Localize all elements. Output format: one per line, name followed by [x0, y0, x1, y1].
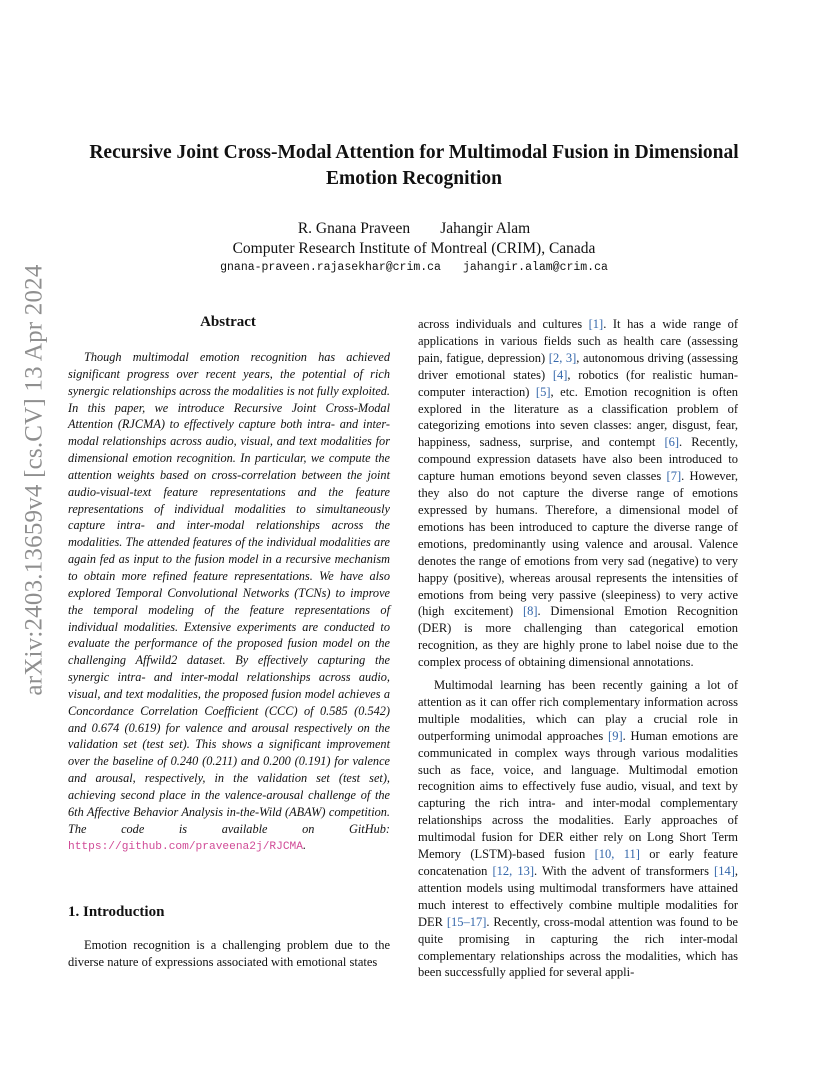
right-paragraph-1: [418, 316, 738, 671]
section-heading-introduction: 1. Introduction: [68, 904, 165, 920]
body-text: . With the advent of transformers: [534, 864, 715, 878]
arxiv-stamp: [20, 264, 50, 696]
arxiv-identifier: arXiv:2403.13659v4 [cs.CV] 13 Apr 2024: [21, 264, 49, 696]
body-text: or early feature concatenation: [418, 847, 738, 878]
right-column: [418, 316, 738, 981]
body-text: , attention models using multimodal transformers have attained much interest to effectively combine multiple modalities for DER: [418, 864, 738, 929]
citation-link[interactable]: [2, 3]: [548, 350, 577, 365]
body-text: . However, they also do not capture the diverse range of emotions expressed by humans. Therefore, a dimensional model of emotions has been introduced to capture the diverse range of emotions, predominantly using valence and arousal. Valence denotes the range of emotions from very sad (negative) to very happy (positive), whereas arousal represents the intensities of emotions from being very passive (sleepiness) to very active (high excitement): [418, 469, 738, 619]
body-text: across individuals and cultures: [418, 317, 589, 331]
author-list: [60, 218, 768, 239]
body-text: . Human emotions are communicated in complex ways through various modalities such as face, voice, and language. Multimodal emotion recognition aims to effectively fuse audio, visual, and text by capturing the rich intra- and inter-modal complementary relationships across the modalities. Early approaches of multimodal fusion for DER either rely on Long Short Term Memory (LSTM)-based fusion: [418, 728, 738, 862]
author-emails: [60, 260, 768, 276]
body-text: . It has a wide range of applications in various fields such as health care (assessing pain, fatigue, depression): [418, 317, 738, 365]
body-text: . Dimensional Emotion Recognition (DER) is more challenging than categorical emotion recognition, as they are highly prone to label noise due to the complex process of obtaining dimensional annotations.: [418, 604, 738, 670]
citation-link[interactable]: [10, 11]: [594, 847, 640, 862]
citation-link[interactable]: [8]: [522, 604, 538, 619]
body-text: . Recently, cross-modal attention was found to be quite promising in capturing the rich inter-modal complementary relationships across the modalities, which has been successfully applied for several appli-: [418, 914, 738, 980]
citation-link[interactable]: [4]: [552, 367, 568, 382]
citation-link[interactable]: [12, 13]: [492, 864, 535, 878]
citation-link[interactable]: [7]: [666, 469, 682, 484]
author-email[interactable]: gnana-praveen.rajasekhar@crim.ca: [220, 261, 441, 274]
body-text: . Recently, compound expression datasets have also been introduced to capture human emotions beyond seven classes: [418, 435, 738, 484]
citation-link[interactable]: [1]: [588, 317, 604, 331]
author-name: Jahangir Alam: [440, 220, 531, 237]
paper-title: Recursive Joint Cross-Modal Attention for Multimodal Fusion in Dimensional Emotion Recognition: [89, 142, 739, 189]
citation-link[interactable]: [9]: [608, 728, 623, 743]
citation-link[interactable]: [15–17]: [446, 914, 487, 929]
affiliation: Computer Research Institute of Montreal (CRIM), Canada: [232, 240, 596, 257]
github-link[interactable]: https://github.com/praveena2j/RJCMA: [68, 841, 303, 854]
body-text: Multimodal learning has been recently gaining a lot of attention as it can offer rich complementary information across multiple modalities, which can play a crucial role in outperforming unimodal approaches: [418, 678, 738, 743]
citation-link[interactable]: [6]: [664, 435, 680, 450]
abstract-heading: Abstract: [200, 314, 256, 330]
body-text: , etc. Emotion recognition is often explored in the literature as a classification problem of categorizing emotions into seven classes: anger, disgust, fear, happiness, sadness, surprise, and contempt: [418, 384, 738, 450]
right-paragraph-2: [418, 677, 738, 981]
abstract-text: [68, 349, 390, 856]
author-email[interactable]: jahangir.alam@crim.ca: [462, 261, 608, 274]
intro-paragraph: Emotion recognition is a challenging problem due to the diverse nature of expressions associated with emotional states: [68, 938, 390, 969]
body-text: , autonomous driving (assessing driver emotional states): [418, 350, 738, 382]
abstract-end: .: [302, 838, 307, 853]
author-name: R. Gnana Praveen: [297, 220, 411, 237]
body-text: , robotics (for realistic human-computer interaction): [418, 367, 738, 399]
abstract-body: Though multimodal emotion recognition has achieved significant progress over recent years, the potential of rich synergic relationships across the modalities is not fully exploited. In this paper, we introduce Recursive Joint Cross-Modal Attention (RJCMA) to effectively capture both intra- and inter-modal relationships across audio, visual, and text modalities for dimensional emotion recognition. In particular, we compute the attention weights based on cross-correlation between the joint audio-visual-text feature representations and the feature representations of individual modalities to simultaneously capture intra- and inter-modal relationships across the modalities. The attended features of the individual modalities are again fed as input to the fusion model in a recursive mechanism to obtain more refined feature representations. We have also explored Temporal Convolutional Networks (TCNs) to improve the temporal modeling of the feature representations of individual modalities. Extensive experiments are conducted to evaluate the performance of the proposed fusion model on the challenging Affwild2 dataset. By effectively capturing the synergic intra- and inter-modal relationships across audio, visual, and text modalities, the proposed fusion model achieves a Concordance Correlation Coefficient (CCC) of 0.585 (0.542) and 0.674 (0.619) for valence and arousal respectively on the validation set (test set). This shows a significant improvement over the baseline of 0.240 (0.211) and 0.200 (0.191) for valence and arousal, respectively, in the validation set (test set), achieving second place in the valence-arousal challenge of the 6th Affective Behavior Analysis in-the-Wild (ABAW) competition. The code is available on GitHub:: [68, 350, 390, 836]
citation-link[interactable]: [14]: [714, 864, 735, 878]
citation-link[interactable]: [5]: [535, 384, 551, 399]
